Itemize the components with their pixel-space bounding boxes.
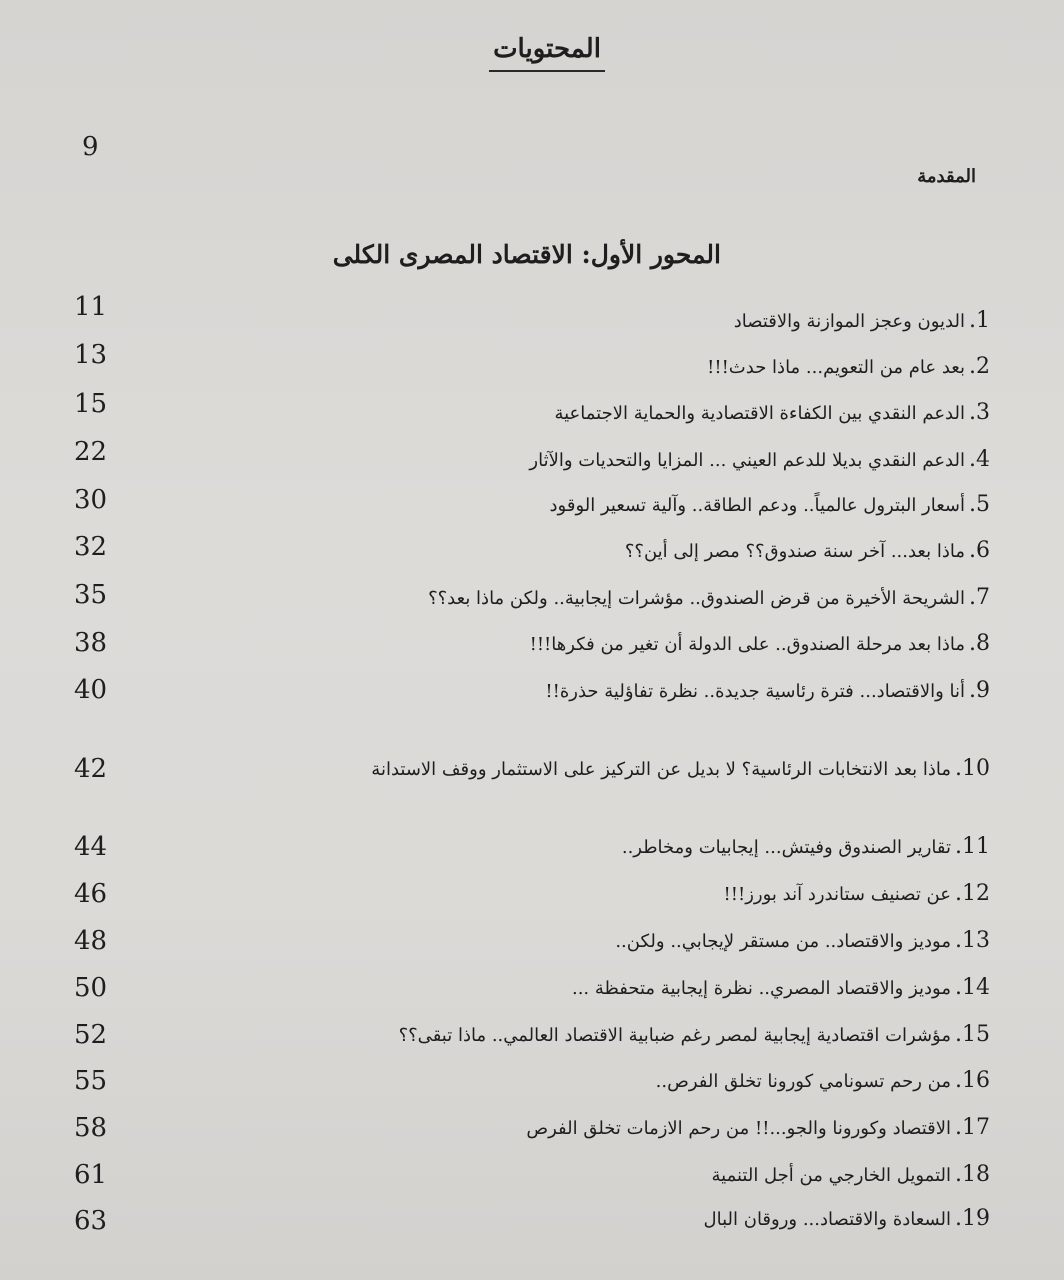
toc-entry-title xyxy=(530,629,990,660)
toc-page-number: 42 xyxy=(74,754,108,784)
toc-page-number: 22 xyxy=(74,437,108,467)
toc-entry-text: الشريحة الأخيرة من قرض الصندوق.. مؤشرات إيجابية.. ولكن ماذا بعد؟؟ xyxy=(428,588,965,609)
toc-entry xyxy=(0,1066,1064,1106)
toc-entry-number: 15. xyxy=(955,1022,990,1047)
toc-page-number: 46 xyxy=(74,879,108,909)
toc-entry-number: 4. xyxy=(969,447,990,472)
page-title xyxy=(0,34,1064,72)
toc-entry-title xyxy=(550,490,990,521)
toc-page-number: 55 xyxy=(74,1066,108,1096)
toc-entry xyxy=(0,1206,1064,1246)
toc-entry xyxy=(0,292,1064,332)
toc-entry-title xyxy=(622,832,990,863)
toc-page-number: 30 xyxy=(74,485,108,515)
toc-entry-number: 12. xyxy=(955,881,990,906)
toc-entry-title xyxy=(554,398,990,429)
toc-entry-text: مؤشرات اقتصادية إيجابية لمصر رغم ضبابية الاقتصاد العالمي.. ماذا تبقى؟؟ xyxy=(398,1025,951,1046)
toc-entry-number: 9. xyxy=(969,678,990,703)
toc-entry-text: موديز والاقتصاد.. من مستقر لإيجابي.. ولكن.. xyxy=(615,931,951,952)
toc-page-number: 58 xyxy=(74,1113,108,1143)
toc-entry xyxy=(0,675,1064,715)
toc-entry xyxy=(0,580,1064,620)
toc-entry-number: 16. xyxy=(955,1068,990,1093)
toc-page-number: 11 xyxy=(74,292,108,322)
page-title-text: المحتويات xyxy=(489,34,605,72)
toc-entry xyxy=(0,879,1064,919)
toc-entry-number: 18. xyxy=(955,1162,990,1187)
intro-label: المقدمة xyxy=(917,166,976,187)
toc-page-number: 32 xyxy=(74,532,108,562)
toc-page-number: 35 xyxy=(74,580,108,610)
toc-page-number: 13 xyxy=(74,340,108,370)
toc-entry-number: 8. xyxy=(969,631,990,656)
toc-entry-text: الاقتصاد وكورونا والجو...!! من رحم الازمات تخلق الفرص xyxy=(526,1118,951,1139)
toc-entry-title xyxy=(545,676,990,707)
toc-entry-title xyxy=(526,1113,990,1144)
toc-entry-number: 6. xyxy=(969,538,990,563)
toc-entry-text: ماذا بعد مرحلة الصندوق.. على الدولة أن تغير من فكرها!!! xyxy=(529,634,965,655)
toc-entry-text: عن تصنيف ستاندرد آند بورز!!! xyxy=(723,884,951,905)
toc-entry-text: بعد عام من التعويم... ماذا حدث!!! xyxy=(707,357,965,378)
toc-entry xyxy=(0,485,1064,525)
toc-entry-number: 3. xyxy=(969,400,990,425)
toc-entry-text: السعادة والاقتصاد... وروقان البال xyxy=(703,1209,951,1230)
toc-page-number: 52 xyxy=(74,1020,108,1050)
toc-entry-title xyxy=(656,1066,990,1097)
toc-entry xyxy=(0,1160,1064,1200)
toc-entry-number: 17. xyxy=(955,1115,990,1140)
toc-entry xyxy=(0,628,1064,668)
toc-entry xyxy=(0,973,1064,1013)
toc-entry-text: من رحم تسونامي كورونا تخلق الفرص.. xyxy=(655,1071,951,1092)
toc-entry-text: التمويل الخارجي من أجل التنمية xyxy=(711,1165,951,1186)
toc-entry-title xyxy=(625,536,990,567)
toc-page-number: 40 xyxy=(74,675,108,705)
toc-page-number: 15 xyxy=(74,389,108,419)
toc-entry-title xyxy=(529,445,990,476)
toc-entry xyxy=(0,832,1064,872)
toc-entry-title xyxy=(572,973,990,1004)
toc-entry xyxy=(0,340,1064,380)
toc-entry xyxy=(0,1113,1064,1153)
toc-entry xyxy=(0,437,1064,477)
toc-page-number: 38 xyxy=(74,628,108,658)
toc-entry-text: تقارير الصندوق وفيتش... إيجابيات ومخاطر.. xyxy=(621,837,951,858)
toc-entry-title xyxy=(399,1020,990,1051)
toc-entry-number: 7. xyxy=(969,585,990,610)
toc-entry xyxy=(0,1020,1064,1060)
toc-entry-number: 1. xyxy=(969,308,990,333)
toc-page-number: 48 xyxy=(74,926,108,956)
toc-entry-number: 13. xyxy=(955,928,990,953)
toc-page-number: 63 xyxy=(74,1206,108,1236)
toc-entry-title xyxy=(734,306,990,337)
toc-entry-text: الديون وعجز الموازنة والاقتصاد xyxy=(733,311,965,332)
toc-entry-text: أنا والاقتصاد... فترة رئاسية جديدة.. نظرة تفاؤلية حذرة!! xyxy=(545,681,965,702)
toc-entry-number: 19. xyxy=(955,1206,990,1231)
toc-entry-title xyxy=(707,352,990,383)
toc-entry-title xyxy=(428,583,990,614)
toc-page-number: 50 xyxy=(74,973,108,1003)
toc-entry-text: ماذا بعد الانتخابات الرئاسية؟ لا بديل عن التركيز على الاستثمار ووقف الاستدانة xyxy=(371,759,951,780)
toc-entry xyxy=(0,532,1064,572)
intro-page-number: 9 xyxy=(82,132,99,162)
toc-entry xyxy=(0,389,1064,429)
toc-entry-number: 11. xyxy=(955,834,990,859)
toc-entry-text: أسعار البترول عالمياً.. ودعم الطاقة.. وآلية تسعير الوقود xyxy=(549,495,965,516)
toc-entry-title xyxy=(615,926,990,957)
toc-entry-title xyxy=(704,1204,990,1235)
section-title: المحور الأول: الاقتصاد المصرى الكلى xyxy=(332,240,721,269)
toc-entry-text: موديز والاقتصاد المصري.. نظرة إيجابية متحفظة ... xyxy=(571,978,951,999)
toc-entry-number: 2. xyxy=(969,354,990,379)
toc-page-number: 44 xyxy=(74,832,108,862)
toc-entry-text: الدعم النقدي بين الكفاءة الاقتصادية والحماية الاجتماعية xyxy=(554,403,965,424)
toc-entry-number: 14. xyxy=(955,975,990,1000)
toc-entry xyxy=(0,926,1064,966)
toc-entry-text: ماذا بعد... آخر سنة صندوق؟؟ مصر إلى أين؟؟ xyxy=(624,541,965,562)
toc-entry-number: 5. xyxy=(969,492,990,517)
toc-entry-text: الدعم النقدي بديلا للدعم العيني ... المزايا والتحديات والآثار xyxy=(529,450,965,471)
toc-page-number: 61 xyxy=(74,1160,108,1190)
toc-entry-title xyxy=(724,879,990,910)
toc-entry xyxy=(0,754,1064,794)
toc-entry-title xyxy=(711,1160,990,1191)
toc-entry-number: 10. xyxy=(955,756,990,781)
toc-entry-title xyxy=(371,754,990,785)
